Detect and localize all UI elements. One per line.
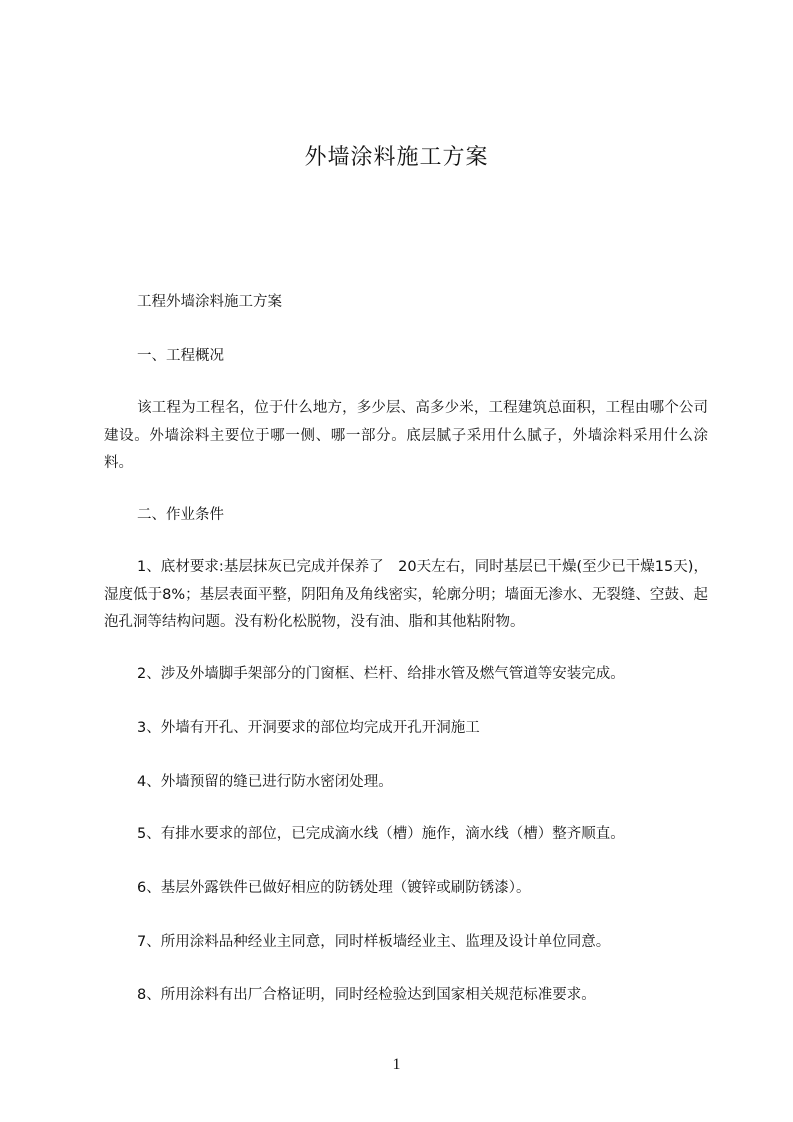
condition-item-8: 8、所用涂料有出厂合格证明，同时经检验达到国家相关规范标准要求。: [137, 987, 596, 1003]
condition-item-7: 7、所用涂料品种经业主同意，同时样板墙经业主、监理及设计单位同意。: [137, 934, 611, 950]
document-subtitle: 工程外墙涂料施工方案: [137, 294, 282, 310]
condition-item-1: [104, 554, 708, 637]
section-1-paragraph-text: 该工程为工程名，位于什么地方，多少层、高多少米，工程建筑总面积，工程由哪个公司建设。外墙涂料主要位于哪一侧、哪一部分。底层腻子采用什么腻子，外墙涂料采用什么涂料。: [104, 400, 708, 471]
condition-item-1-text: 1、底材要求:基层抹灰已完成并保养了 20天左右，同时基层已干燥(至少已干燥15天)，湿度低于8%；基层表面平整，阴阳角及角线密实，轮廓分明；墙面无渗水、无裂缝、空鼓、起泡孔洞等结构问题。没有粉化松脱物，没有油、脂和其他粘附物。: [104, 559, 708, 630]
condition-item-6: 6、基层外露铁件已做好相应的防锈处理（镀锌或刷防锈漆）。: [137, 880, 531, 896]
page-number: 1: [392, 1056, 401, 1073]
section-2-heading: 二、作业条件: [137, 507, 224, 523]
condition-item-2: 2、涉及外墙脚手架部分的门窗框、栏杆、给排水管及燃气管道等安装完成。: [137, 666, 625, 682]
condition-item-4: 4、外墙预留的缝已进行防水密闭处理。: [137, 774, 393, 790]
condition-item-3: 3、外墙有开孔、开洞要求的部位均完成开孔开洞施工: [137, 720, 480, 736]
document-title: 外墙涂料施工方案: [304, 145, 489, 170]
section-1-heading: 一、工程概况: [137, 348, 224, 364]
condition-item-5: 5、有排水要求的部位，已完成滴水线（槽）施作，滴水线（槽）整齐顺直。: [137, 826, 625, 842]
section-1-paragraph: [104, 395, 708, 478]
